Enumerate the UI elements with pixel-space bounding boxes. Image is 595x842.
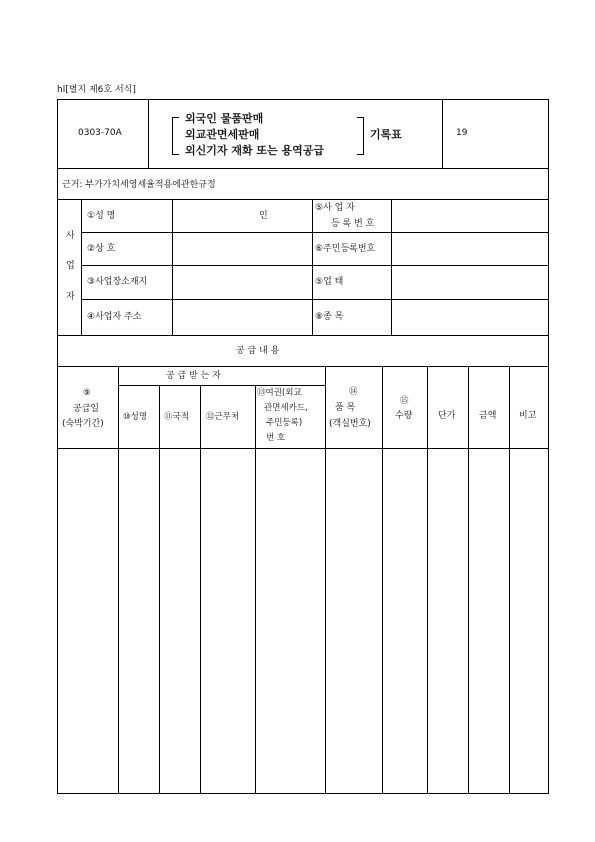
name-label: ①성 명: [87, 211, 116, 221]
owner-address-field[interactable]: [173, 300, 311, 334]
divider: [148, 99, 149, 168]
supply-records-area[interactable]: [58, 449, 548, 793]
supply-section-title: 공 급 내 용: [236, 346, 280, 356]
form-number: 19: [456, 128, 468, 138]
business-location-field[interactable]: [173, 266, 311, 298]
name-seal-mark: 인: [259, 211, 268, 221]
business-location-label: ③사업장소재지: [87, 277, 148, 287]
registration-number-field[interactable]: [392, 200, 548, 231]
divider: [57, 335, 549, 336]
form-code: 0303-70A: [78, 128, 122, 138]
name-field[interactable]: [173, 200, 311, 231]
receiver-group-header: 공 급 받 는 자: [166, 371, 221, 381]
trade-name-label: ②상 호: [87, 244, 116, 254]
registration-label-2: 등 록 번 호: [331, 219, 375, 229]
quantity-number: ⑮: [400, 396, 409, 406]
business-side-label: 사: [66, 231, 75, 241]
business-type-field[interactable]: [392, 266, 548, 298]
business-item-field[interactable]: [392, 300, 548, 334]
remarks-header: 비고: [519, 411, 537, 421]
passport-header-line-2: 관면세카드,: [264, 403, 308, 413]
trade-name-field[interactable]: [173, 233, 311, 264]
passport-header-line-3: 주민등록): [266, 418, 303, 428]
registration-label-1: ⑤사 업 자: [315, 203, 355, 213]
divider: [312, 199, 313, 335]
title-left-bracket: [172, 117, 179, 155]
item-number: ⑭: [349, 387, 358, 397]
workplace-header: ⑫근무처: [206, 412, 240, 422]
legal-basis: 근거: 부가가치세영세율적용에관한규정: [62, 180, 216, 190]
business-side-label: 자: [66, 292, 75, 302]
amount-header: 금액: [479, 411, 497, 421]
divider: [81, 199, 82, 335]
nationality-header: ⑪국적: [164, 412, 189, 422]
business-side-label: 업: [66, 261, 75, 271]
title-line-3: 외신기자 재화 또는 용역공급: [185, 144, 324, 157]
title-line-1: 외국인 물품판매: [185, 112, 264, 125]
divider: [442, 99, 443, 168]
resident-number-field[interactable]: [392, 233, 548, 264]
supply-date-subheader: (숙박기간): [62, 419, 104, 429]
form-reference: hl[별지 제6호 서식]: [57, 85, 136, 95]
supply-date-header: 공급일: [73, 404, 100, 414]
business-type-label: ⑤업 태: [315, 277, 344, 287]
quantity-header: 수량: [395, 411, 413, 421]
resident-number-label: ⑥주민등록번호: [315, 244, 376, 254]
business-item-label: ⑧종 목: [315, 312, 344, 322]
owner-address-label: ④사업자 주소: [87, 312, 142, 322]
title-right-bracket: [357, 117, 364, 155]
passport-header-line-4: 번 호: [266, 433, 286, 443]
item-subheader: (객실번호): [329, 419, 371, 429]
divider: [118, 385, 325, 386]
title-line-2: 외교관면세판매: [185, 128, 260, 141]
item-header: 품 목: [335, 403, 356, 413]
passport-header-line-1: ⑬여권(외교: [257, 388, 302, 398]
supply-date-number: ⑨: [83, 388, 91, 398]
divider: [57, 366, 549, 367]
unit-price-header: 단가: [438, 411, 456, 421]
divider: [57, 168, 549, 169]
name-header: ⑩성명: [123, 412, 148, 422]
title-suffix: 기록표: [370, 128, 402, 141]
